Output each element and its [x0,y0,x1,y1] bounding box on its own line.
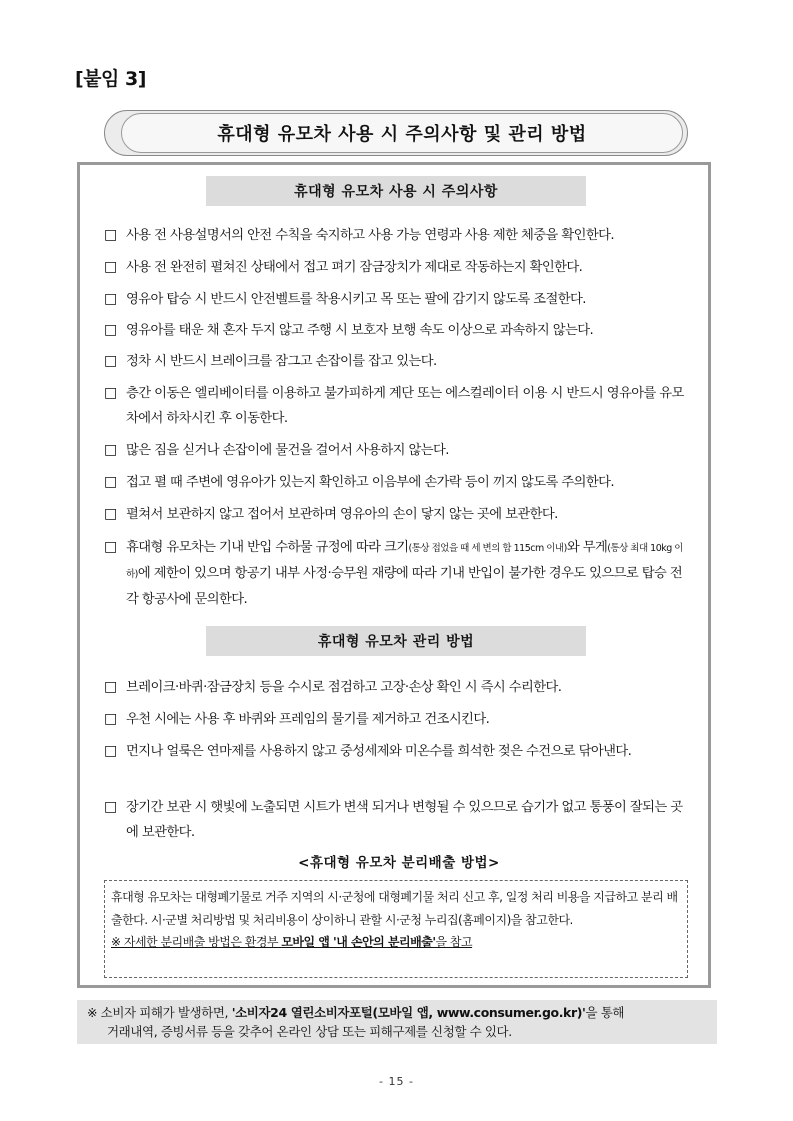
checkbox-icon: □ [104,291,117,307]
list-item: □ 브레이크·바퀴·잠금장치 등을 수시로 점검하고 고장·손상 확인 시 즉시 수리한다. [104,675,694,700]
checkbox-icon: □ [104,474,117,490]
attachment-label: [붙임 3] [75,68,146,90]
disposal-info-box [104,880,688,978]
checkbox-icon: □ [104,743,117,759]
consumer-portal-text: '소비자24 열린소비자포털(모바일 앱, www.consumer.go.kr)' [231,1005,586,1020]
section-heading-precautions: 휴대형 유모차 사용 시 주의사항 [206,176,586,206]
disposal-heading: <휴대형 유모차 분리배출 방법> [298,855,500,871]
list-item: □ 먼지나 얼룩은 연마제를 사용하지 않고 중성세제와 미온수를 희석한 젖은 수건으로 닦아낸다. [104,739,694,764]
list-item: □ 휴대형 유모차는 기내 반입 수하물 규정에 따라 크기(통상 접었을 때 세 변의 합 115cm 이내)와 무게(통상 최대 10kg 이하)에 제한이 있으며 항공기 내부 사정·승무원 재량에 따라 기내 반입이 불가한 경우도 있으므로 탑승 전 각 항공사에 문의한다. [104,535,694,612]
checkbox-icon: □ [104,711,117,727]
page-title: 휴대형 유모차 사용 시 주의사항 및 관리 방법 [121,113,683,153]
list-item: □ 사용 전 완전히 펼쳐진 상태에서 접고 펴기 잠금장치가 제대로 작동하는지 확인한다. [104,255,694,280]
list-item: □ 영유아 탑승 시 반드시 안전벨트를 착용시키고 목 또는 팔에 감기지 않도록 조절한다. [104,287,694,312]
checkbox-icon: □ [104,353,117,369]
disposal-note: ※ 자세한 분리배출 방법은 환경부 모바일 앱 '내 손안의 분리배출'을 참고 [111,935,473,949]
checkbox-icon: □ [104,259,117,275]
list-item: □ 장기간 보관 시 햇빛에 노출되면 시트가 변색 되거나 변형될 수 있으므로 습기가 없고 통풍이 잘되는 곳에 보관한다. [104,795,694,845]
list-item: □ 우천 시에는 사용 후 바퀴와 프레임의 물기를 제거하고 건조시킨다. [104,707,694,732]
list-item: □ 영유아를 태운 채 혼자 두지 않고 주행 시 보호자 보행 속도 이상으로 과속하지 않는다. [104,318,694,343]
checkbox-icon: □ [104,322,117,338]
list-item: □ 많은 짐을 싣거나 손잡이에 물건을 걸어서 사용하지 않는다. [104,438,694,463]
checkbox-icon: □ [104,227,117,243]
section-heading-maintenance: 휴대형 유모차 관리 방법 [206,626,586,656]
list-item: □ 층간 이동은 엘리베이터를 이용하고 불가피하게 계단 또는 에스컬레이터 이용 시 반드시 영유아를 유모차에서 하차시킨 후 이동한다. [104,381,694,431]
list-item: □ 펼쳐서 보관하지 않고 접어서 보관하며 영유아의 손이 닿지 않는 곳에 보관한다. [104,502,694,527]
checkbox-icon: □ [104,539,117,555]
disposal-body: 휴대형 유모차는 대형폐기물로 거주 지역의 시·군청에 대형폐기물 처리 신고 후, 일정 처리 비용을 지급하고 분리 배출한다. 시·군별 처리방법 및 처리비용이 상이하니 관할 시·군청 누리집(홈페이지)을 참고한다. [111,890,678,927]
list-item: □ 사용 전 사용설명서의 안전 수칙을 숙지하고 사용 가능 연령과 사용 제한 체중을 확인한다. [104,223,694,248]
checkbox-icon: □ [104,799,117,815]
checkbox-icon: □ [104,506,117,522]
checkbox-icon: □ [104,442,117,458]
page-number: - 15 - [379,1075,414,1088]
checkbox-icon: □ [104,679,117,695]
consumer-notice: ※ 소비자 피해가 발생하면, '소비자24 열린소비자포털(모바일 앱, www.consumer.go.kr)'을 통해 거래내역, 증빙서류 등을 갖추어 온라인 상담 또는 피해구제를 신청할 수 있다. [77,1000,717,1044]
checkbox-icon: □ [104,385,117,401]
list-item: □ 정차 시 반드시 브레이크를 잠그고 손잡이를 잡고 있는다. [104,349,694,374]
list-item: □ 접고 펼 때 주변에 영유아가 있는지 확인하고 이음부에 손가락 등이 끼지 않도록 주의한다. [104,470,694,495]
